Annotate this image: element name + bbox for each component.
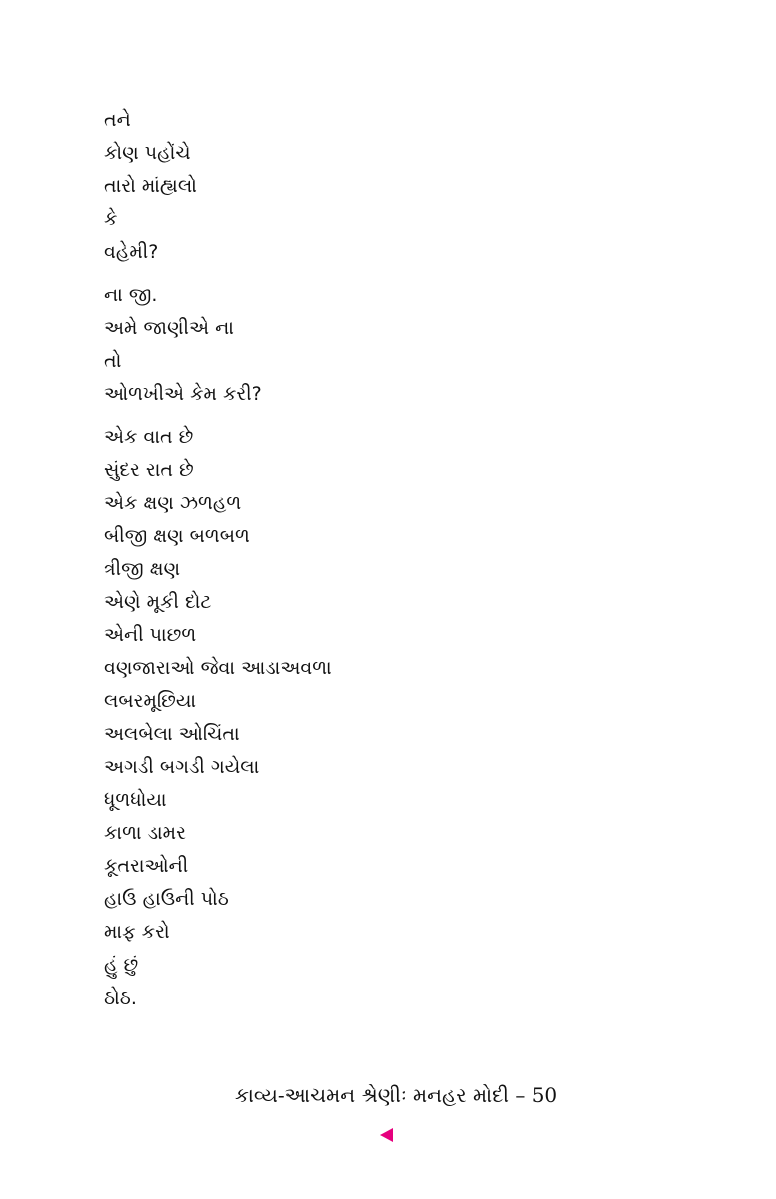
stanza-2 [104,279,704,411]
poem-line: બીજી ક્ષણ બળબળ [104,525,250,547]
stanza-3 [104,421,704,1015]
triangle-left-icon[interactable] [380,1128,393,1142]
poem-line: સુંદર રાત છે [104,459,194,481]
poem-line: કોણ પહોંચે [104,142,191,164]
poem-line: કાળા ડામર [104,822,186,844]
poem-line: કૂતરાઓની [104,855,189,877]
poem-line: વહેમી? [104,241,159,263]
poem [104,104,704,1025]
poem-line: ઠોઠ. [104,987,137,1009]
poem-line: અમે જાણીએ ના [104,317,234,339]
poem-line: ઓળખીએ કેમ કરી? [104,383,262,405]
poem-line: એક ક્ષણ ઝળહળ [104,492,242,514]
stanza-1 [104,104,704,269]
poem-line: એની પાછળ [104,624,197,646]
poem-line: હું છું [104,954,139,976]
poem-line: તારો માંહ્યલો [104,175,197,197]
poem-line: લબરમૂછિયા [104,690,197,712]
poem-line: એણે મૂકી દોટ [104,591,212,613]
poem-line: ના જી. [104,284,158,306]
poem-line: કે [104,208,118,230]
poem-line: ત્રીજી ક્ષણ [104,558,181,580]
poem-line: તો [104,350,122,372]
poem-line: તને [104,109,131,131]
poem-line: અલબેલા ઓચિંતા [104,723,240,745]
poem-line: હાઉ હાઉની પોઠ [104,888,229,910]
poem-line: અગડી બગડી ગયેલા [104,756,260,778]
poem-line: માફ કરો [104,921,170,943]
poem-line: ધૂળધોયા [104,789,167,811]
poem-line: વણજારાઓ જેવા આડાઅવળા [104,657,332,679]
page-footer: કાવ્ય-આચમન શ્રેણીઃ મનહર મોદી – 50 [234,1083,558,1107]
poem-line: એક વાત છે [104,426,194,448]
